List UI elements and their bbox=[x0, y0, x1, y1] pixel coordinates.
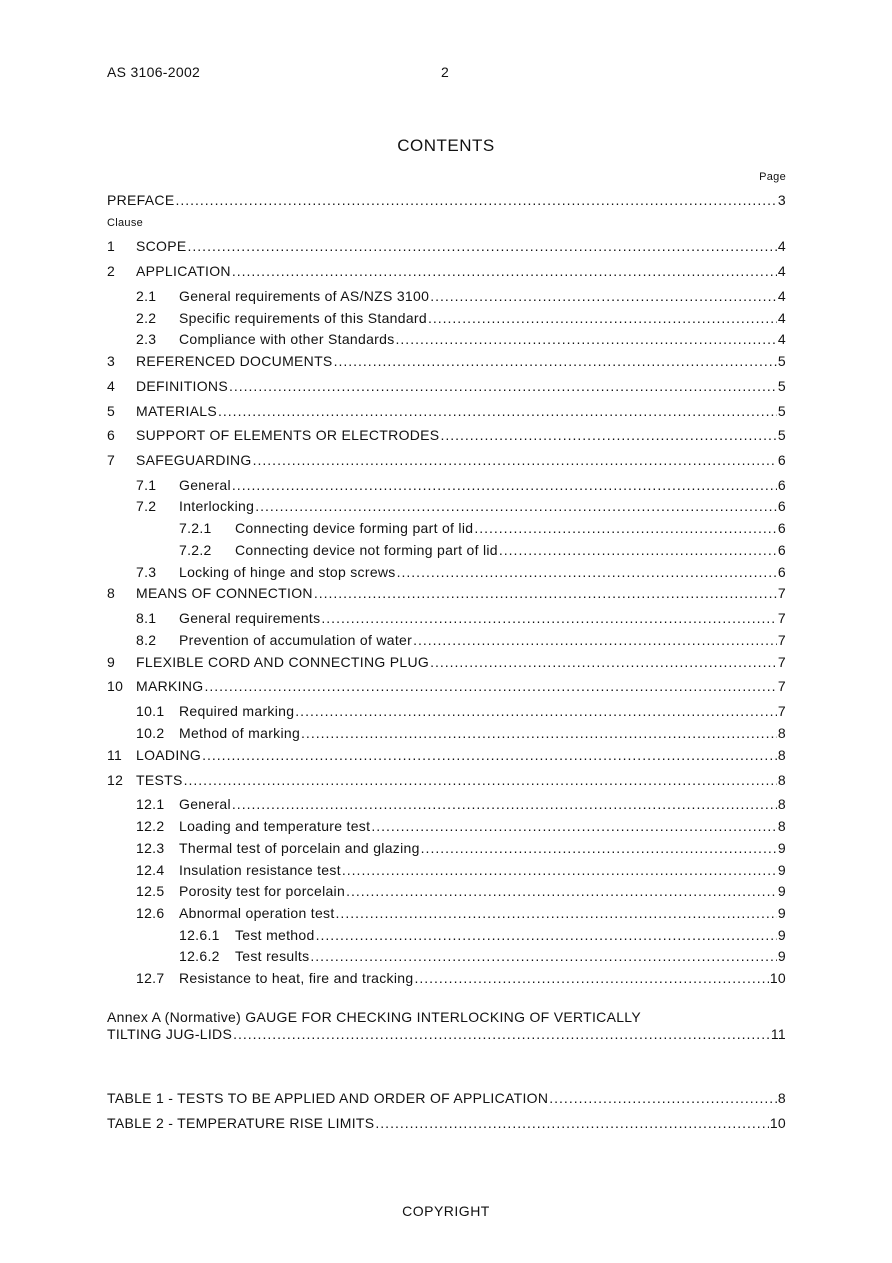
dot-leader bbox=[204, 678, 776, 694]
toc-entry-table[interactable] bbox=[107, 1090, 786, 1110]
toc-entry-page: 6 bbox=[777, 477, 786, 493]
toc-entry-number: 7.2 bbox=[136, 498, 157, 514]
toc-entry-title: Method of marking bbox=[179, 725, 301, 741]
standard-number: AS 3106-2002 bbox=[107, 64, 201, 80]
toc-entry-page: 8 bbox=[777, 772, 786, 788]
dot-leader bbox=[342, 862, 777, 878]
toc-entry-title: Test method bbox=[235, 927, 315, 943]
toc-entry[interactable] bbox=[107, 862, 786, 882]
toc-entry-number: 10 bbox=[107, 678, 124, 694]
toc-entry-number: 2.3 bbox=[136, 331, 157, 347]
toc-entry-page: 4 bbox=[777, 310, 786, 326]
toc-entry-title: General bbox=[179, 796, 231, 812]
toc-entry-title: Abnormal operation test bbox=[179, 905, 335, 921]
toc-entry-title: PREFACE bbox=[107, 192, 175, 208]
toc-entry[interactable] bbox=[107, 840, 786, 860]
toc-entry-title: Locking of hinge and stop screws bbox=[179, 564, 396, 580]
toc-entry[interactable] bbox=[107, 772, 786, 792]
toc-entry-title: SCOPE bbox=[136, 238, 187, 254]
page-title: CONTENTS bbox=[397, 136, 495, 155]
toc-entry-title: APPLICATION bbox=[136, 263, 231, 279]
toc-entry-page: 4 bbox=[777, 263, 786, 279]
dot-leader bbox=[414, 970, 768, 986]
dot-leader bbox=[202, 747, 777, 763]
toc-entry-title: LOADING bbox=[136, 747, 202, 763]
toc-entry[interactable] bbox=[107, 353, 786, 373]
toc-entry-title: Thermal test of porcelain and glazing bbox=[179, 840, 420, 856]
toc-entry-number: 7.2.2 bbox=[179, 542, 212, 558]
toc-entry-page: 9 bbox=[777, 905, 786, 921]
dot-leader bbox=[301, 725, 777, 741]
toc-entry[interactable] bbox=[107, 703, 786, 723]
toc-entry[interactable] bbox=[107, 564, 786, 584]
toc-entry-number: 7.2.1 bbox=[179, 520, 212, 536]
dot-leader bbox=[232, 263, 777, 279]
toc-entry-page: 7 bbox=[777, 632, 786, 648]
toc-entry-title: General requirements bbox=[179, 610, 321, 626]
toc-entry-page: 7 bbox=[777, 610, 786, 626]
toc-entry-title: Test results bbox=[235, 948, 310, 964]
toc-entry-number: 12.6.2 bbox=[179, 948, 220, 964]
toc-entry-title: Specific requirements of this Standard bbox=[179, 310, 427, 326]
toc-entry-title: MEANS OF CONNECTION bbox=[136, 585, 313, 601]
dot-leader bbox=[314, 585, 777, 601]
toc-entry-number: 12.6.1 bbox=[179, 927, 220, 943]
dot-leader bbox=[336, 905, 777, 921]
toc-entry[interactable] bbox=[107, 310, 786, 330]
toc-entry-number: 12.2 bbox=[136, 818, 165, 834]
toc-entry[interactable] bbox=[107, 520, 786, 540]
toc-entry-number: 12.7 bbox=[136, 970, 165, 986]
toc-entry-page: 8 bbox=[777, 796, 786, 812]
toc-entry[interactable] bbox=[107, 905, 786, 925]
toc-entry-number: 5 bbox=[107, 403, 116, 419]
dot-leader bbox=[334, 353, 777, 369]
toc-entry-page: 7 bbox=[777, 703, 786, 719]
toc-entry-title: Connecting device forming part of lid bbox=[235, 520, 474, 536]
toc-entry[interactable] bbox=[107, 452, 786, 472]
toc-entry-title: FLEXIBLE CORD AND CONNECTING PLUG bbox=[136, 654, 430, 670]
toc-entry[interactable] bbox=[107, 585, 786, 605]
toc-entry-title: MARKING bbox=[136, 678, 204, 694]
toc-entry[interactable] bbox=[107, 427, 786, 447]
toc-entry-title: General requirements of AS/NZS 3100 bbox=[179, 288, 430, 304]
toc-entry-page: 9 bbox=[777, 927, 786, 943]
toc-entry-page: 9 bbox=[777, 883, 786, 899]
dot-leader bbox=[346, 883, 777, 899]
toc-entry-page: 6 bbox=[777, 520, 786, 536]
toc-entry-page: 11 bbox=[770, 1026, 786, 1042]
dot-leader bbox=[499, 542, 777, 558]
toc-entry-table[interactable] bbox=[107, 1115, 786, 1135]
toc-entry[interactable] bbox=[107, 331, 786, 351]
toc-entry-number: 3 bbox=[107, 353, 116, 369]
toc-entry-page: 9 bbox=[777, 862, 786, 878]
toc-entry-title: SAFEGUARDING bbox=[136, 452, 252, 468]
dot-leader bbox=[253, 452, 777, 468]
toc-entry[interactable] bbox=[107, 927, 786, 947]
toc-entry-page: 4 bbox=[777, 288, 786, 304]
dot-leader bbox=[430, 288, 777, 304]
toc-entry-page: 6 bbox=[777, 452, 786, 468]
toc-entry-page: 10 bbox=[769, 1115, 786, 1131]
dot-leader bbox=[474, 520, 777, 536]
toc-entry-page: 4 bbox=[777, 238, 786, 254]
toc-entry-title: Prevention of accumulation of water bbox=[179, 632, 413, 648]
dot-leader bbox=[413, 632, 777, 648]
dot-leader bbox=[430, 654, 777, 670]
toc-entry-preface[interactable] bbox=[107, 192, 786, 212]
toc-entry[interactable] bbox=[107, 678, 786, 698]
toc-entry-number: 12 bbox=[107, 772, 124, 788]
toc-entry-title: Insulation resistance test bbox=[179, 862, 341, 878]
toc-entry-title: MATERIALS bbox=[136, 403, 218, 419]
toc-entry-page: 7 bbox=[777, 585, 786, 601]
toc-entry-page: 8 bbox=[777, 747, 786, 763]
dot-leader bbox=[375, 1115, 768, 1131]
dot-leader bbox=[233, 1026, 770, 1042]
toc-entry-number: 8.1 bbox=[136, 610, 157, 626]
dot-leader bbox=[316, 927, 777, 943]
toc-entry-number: 12.5 bbox=[136, 883, 165, 899]
dot-leader bbox=[396, 331, 777, 347]
toc-entry[interactable] bbox=[107, 632, 786, 652]
toc-entry-page: 9 bbox=[777, 840, 786, 856]
toc-entry[interactable] bbox=[107, 378, 786, 398]
toc-entry[interactable] bbox=[107, 610, 786, 630]
toc-entry-number: 10.2 bbox=[136, 725, 165, 741]
toc-entry[interactable] bbox=[107, 883, 786, 903]
toc-entry-title: Connecting device not forming part of lid bbox=[235, 542, 498, 558]
toc-entry-number: 8.2 bbox=[136, 632, 157, 648]
toc-entry[interactable] bbox=[107, 747, 786, 767]
toc-entry-number: 6 bbox=[107, 427, 116, 443]
toc-entry-page: 3 bbox=[777, 192, 786, 208]
toc-entry-page: 4 bbox=[777, 331, 786, 347]
toc-entry[interactable] bbox=[107, 498, 786, 518]
toc-entry-page: 6 bbox=[777, 564, 786, 580]
toc-entry[interactable] bbox=[107, 477, 786, 497]
toc-entry-title: Interlocking bbox=[179, 498, 255, 514]
toc-entry-page: 7 bbox=[777, 654, 786, 670]
toc-entry-title: Compliance with other Standards bbox=[179, 331, 395, 347]
dot-leader bbox=[188, 238, 777, 254]
dot-leader bbox=[371, 818, 777, 834]
toc-entry-page: 5 bbox=[777, 353, 786, 369]
toc-entry-page: 10 bbox=[769, 970, 786, 986]
toc-entry-page: 6 bbox=[777, 542, 786, 558]
toc-entry-number: 9 bbox=[107, 654, 116, 670]
dot-leader bbox=[321, 610, 777, 626]
toc-entry-page: 5 bbox=[777, 427, 786, 443]
page-number: 2 bbox=[441, 64, 450, 80]
dot-leader bbox=[255, 498, 777, 514]
dot-leader bbox=[175, 192, 776, 208]
toc-entry-page: 8 bbox=[777, 725, 786, 741]
table-title: TABLE 2 - TEMPERATURE RISE LIMITS bbox=[107, 1115, 375, 1131]
toc-entry-page: 6 bbox=[777, 498, 786, 514]
toc-entry[interactable] bbox=[107, 542, 786, 562]
toc-entry-title: Porosity test for porcelain bbox=[179, 883, 346, 899]
toc-entry-number: 7 bbox=[107, 452, 116, 468]
toc-entry-title: General bbox=[179, 477, 231, 493]
toc-entry-number: 7.1 bbox=[136, 477, 157, 493]
toc-entry-number: 2.2 bbox=[136, 310, 157, 326]
toc-entry[interactable] bbox=[107, 818, 786, 838]
toc-entry-number: 12.4 bbox=[136, 862, 165, 878]
dot-leader bbox=[295, 703, 777, 719]
toc-entry-number: 12.3 bbox=[136, 840, 165, 856]
toc-entry-title: Required marking bbox=[179, 703, 295, 719]
dot-leader bbox=[232, 796, 777, 812]
toc-entry-title: Loading and temperature test bbox=[179, 818, 371, 834]
toc-entry-title: REFERENCED DOCUMENTS bbox=[136, 353, 333, 369]
dot-leader bbox=[232, 477, 777, 493]
toc-entry[interactable] bbox=[107, 238, 786, 258]
toc-entry-title: TESTS bbox=[136, 772, 183, 788]
page-column-label: Page bbox=[759, 171, 786, 183]
annex-title-line2: TILTING JUG-LIDS bbox=[107, 1026, 233, 1042]
toc-entry-number: 10.1 bbox=[136, 703, 165, 719]
toc-entry-page: 8 bbox=[777, 818, 786, 834]
toc-entry[interactable] bbox=[107, 263, 786, 283]
toc-entry[interactable] bbox=[107, 288, 786, 308]
toc-entry-number: 7.3 bbox=[136, 564, 157, 580]
dot-leader bbox=[549, 1090, 777, 1106]
toc-entry-number: 8 bbox=[107, 585, 116, 601]
annex-title-line1: Annex A (Normative) GAUGE FOR CHECKING INTERLOCKING OF VERTICALLY bbox=[107, 1009, 641, 1025]
toc-entry-page: 5 bbox=[777, 403, 786, 419]
toc-entry-page: 5 bbox=[777, 378, 786, 394]
toc-entry-annex[interactable] bbox=[107, 1026, 786, 1046]
dot-leader bbox=[184, 772, 777, 788]
dot-leader bbox=[440, 427, 776, 443]
toc-entry-number: 12.6 bbox=[136, 905, 165, 921]
table-title: TABLE 1 - TESTS TO BE APPLIED AND ORDER OF APPLICATION bbox=[107, 1090, 549, 1106]
toc-entry[interactable] bbox=[107, 654, 786, 674]
dot-leader bbox=[397, 564, 777, 580]
toc-entry-number: 11 bbox=[107, 747, 123, 763]
toc-entry[interactable] bbox=[107, 725, 786, 745]
toc-entry[interactable] bbox=[107, 970, 786, 990]
toc-entry-title: Resistance to heat, fire and tracking bbox=[179, 970, 414, 986]
toc-entry[interactable] bbox=[107, 796, 786, 816]
toc-entry-number: 2 bbox=[107, 263, 116, 279]
dot-leader bbox=[428, 310, 777, 326]
toc-entry-page: 9 bbox=[777, 948, 786, 964]
toc-entry-number: 2.1 bbox=[136, 288, 157, 304]
toc-entry[interactable] bbox=[107, 403, 786, 423]
toc-entry-number: 1 bbox=[107, 238, 116, 254]
clause-column-label: Clause bbox=[107, 217, 144, 229]
toc-entry-number: 12.1 bbox=[136, 796, 165, 812]
toc-entry-number: 4 bbox=[107, 378, 116, 394]
toc-entry-title: SUPPORT OF ELEMENTS OR ELECTRODES bbox=[136, 427, 440, 443]
dot-leader bbox=[218, 403, 777, 419]
dot-leader bbox=[310, 948, 777, 964]
copyright-footer: COPYRIGHT bbox=[402, 1203, 490, 1219]
toc-entry-page: 7 bbox=[777, 678, 786, 694]
dot-leader bbox=[421, 840, 777, 856]
toc-entry[interactable] bbox=[107, 948, 786, 968]
toc-entry-page: 8 bbox=[777, 1090, 786, 1106]
toc-entry-title: DEFINITIONS bbox=[136, 378, 228, 394]
dot-leader bbox=[229, 378, 777, 394]
